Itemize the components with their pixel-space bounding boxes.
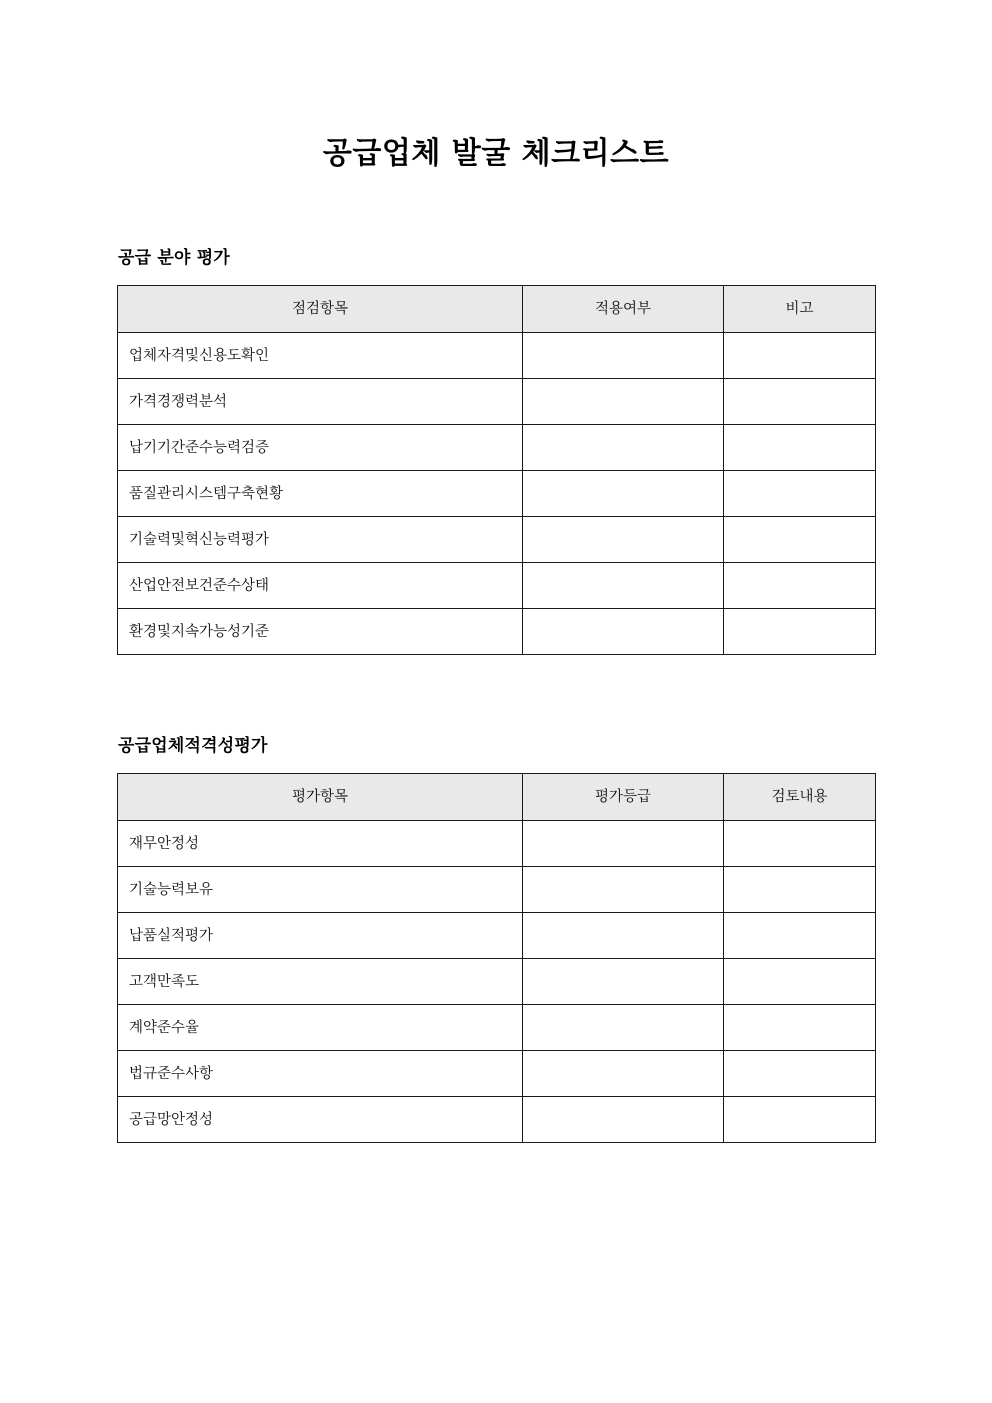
checklist-item-label: 산업안전보건준수상태 — [118, 563, 523, 609]
checklist-item-label: 업체자격및신용도확인 — [118, 333, 523, 379]
review-entry-cell[interactable] — [724, 867, 876, 913]
remarks-entry-cell[interactable] — [724, 563, 876, 609]
page-title: 공급업체 발굴 체크리스트 — [322, 136, 670, 171]
evaluation-item-label: 기술능력보유 — [118, 867, 523, 913]
section-supplier-qualification-evaluation — [117, 734, 875, 1143]
table-row — [118, 821, 876, 867]
table-row — [118, 517, 876, 563]
review-entry-cell[interactable] — [724, 1097, 876, 1143]
evaluation-item-label: 법규준수사항 — [118, 1051, 523, 1097]
remarks-entry-cell[interactable] — [724, 471, 876, 517]
checklist-item-label: 품질관리시스템구축현황 — [118, 471, 523, 517]
grade-entry-cell[interactable] — [523, 959, 724, 1005]
review-entry-cell[interactable] — [724, 913, 876, 959]
grade-entry-cell[interactable] — [523, 867, 724, 913]
remarks-entry-cell[interactable] — [724, 517, 876, 563]
review-entry-cell[interactable] — [724, 821, 876, 867]
review-entry-cell[interactable] — [724, 1005, 876, 1051]
table-header-row — [118, 286, 876, 333]
grade-entry-cell[interactable] — [523, 1005, 724, 1051]
applicable-entry-cell[interactable] — [523, 563, 724, 609]
evaluation-item-label: 공급망안정성 — [118, 1097, 523, 1143]
remarks-entry-cell[interactable] — [724, 609, 876, 655]
applicable-entry-cell[interactable] — [523, 517, 724, 563]
evaluation-item-label: 재무안정성 — [118, 821, 523, 867]
column-header-grade: 평가등급 — [523, 774, 724, 821]
applicable-entry-cell[interactable] — [523, 609, 724, 655]
table-row — [118, 959, 876, 1005]
section-heading: 공급 분야 평가 — [118, 248, 230, 268]
section-heading: 공급업체적격성평가 — [118, 736, 268, 756]
evaluation-item-label: 고객만족도 — [118, 959, 523, 1005]
table-row — [118, 867, 876, 913]
table-row — [118, 1005, 876, 1051]
table-row — [118, 425, 876, 471]
checklist-item-label: 기술력및혁신능력평가 — [118, 517, 523, 563]
checklist-item-label: 가격경쟁력분석 — [118, 379, 523, 425]
evaluation-item-label: 계약준수율 — [118, 1005, 523, 1051]
table-row — [118, 333, 876, 379]
remarks-entry-cell[interactable] — [724, 333, 876, 379]
table-row — [118, 609, 876, 655]
applicable-entry-cell[interactable] — [523, 425, 724, 471]
review-entry-cell[interactable] — [724, 959, 876, 1005]
table-row — [118, 379, 876, 425]
evaluation-item-label: 납품실적평가 — [118, 913, 523, 959]
column-header-review: 검토내용 — [724, 774, 876, 821]
remarks-entry-cell[interactable] — [724, 425, 876, 471]
column-header-remarks: 비고 — [724, 286, 876, 333]
supply-field-evaluation-table — [117, 285, 876, 655]
grade-entry-cell[interactable] — [523, 1051, 724, 1097]
section-supply-field-evaluation — [117, 246, 875, 655]
applicable-entry-cell[interactable] — [523, 471, 724, 517]
checklist-item-label: 환경및지속가능성기준 — [118, 609, 523, 655]
table-row — [118, 563, 876, 609]
remarks-entry-cell[interactable] — [724, 379, 876, 425]
grade-entry-cell[interactable] — [523, 1097, 724, 1143]
applicable-entry-cell[interactable] — [523, 379, 724, 425]
applicable-entry-cell[interactable] — [523, 333, 724, 379]
grade-entry-cell[interactable] — [523, 913, 724, 959]
column-header-applicable: 적용여부 — [523, 286, 724, 333]
table-row — [118, 471, 876, 517]
checklist-item-label: 납기기간준수능력검증 — [118, 425, 523, 471]
table-header-row — [118, 774, 876, 821]
review-entry-cell[interactable] — [724, 1051, 876, 1097]
grade-entry-cell[interactable] — [523, 821, 724, 867]
column-header-item: 점검항목 — [118, 286, 523, 333]
table-row — [118, 1097, 876, 1143]
column-header-item: 평가항목 — [118, 774, 523, 821]
supplier-qualification-table — [117, 773, 876, 1143]
table-row — [118, 913, 876, 959]
table-row — [118, 1051, 876, 1097]
